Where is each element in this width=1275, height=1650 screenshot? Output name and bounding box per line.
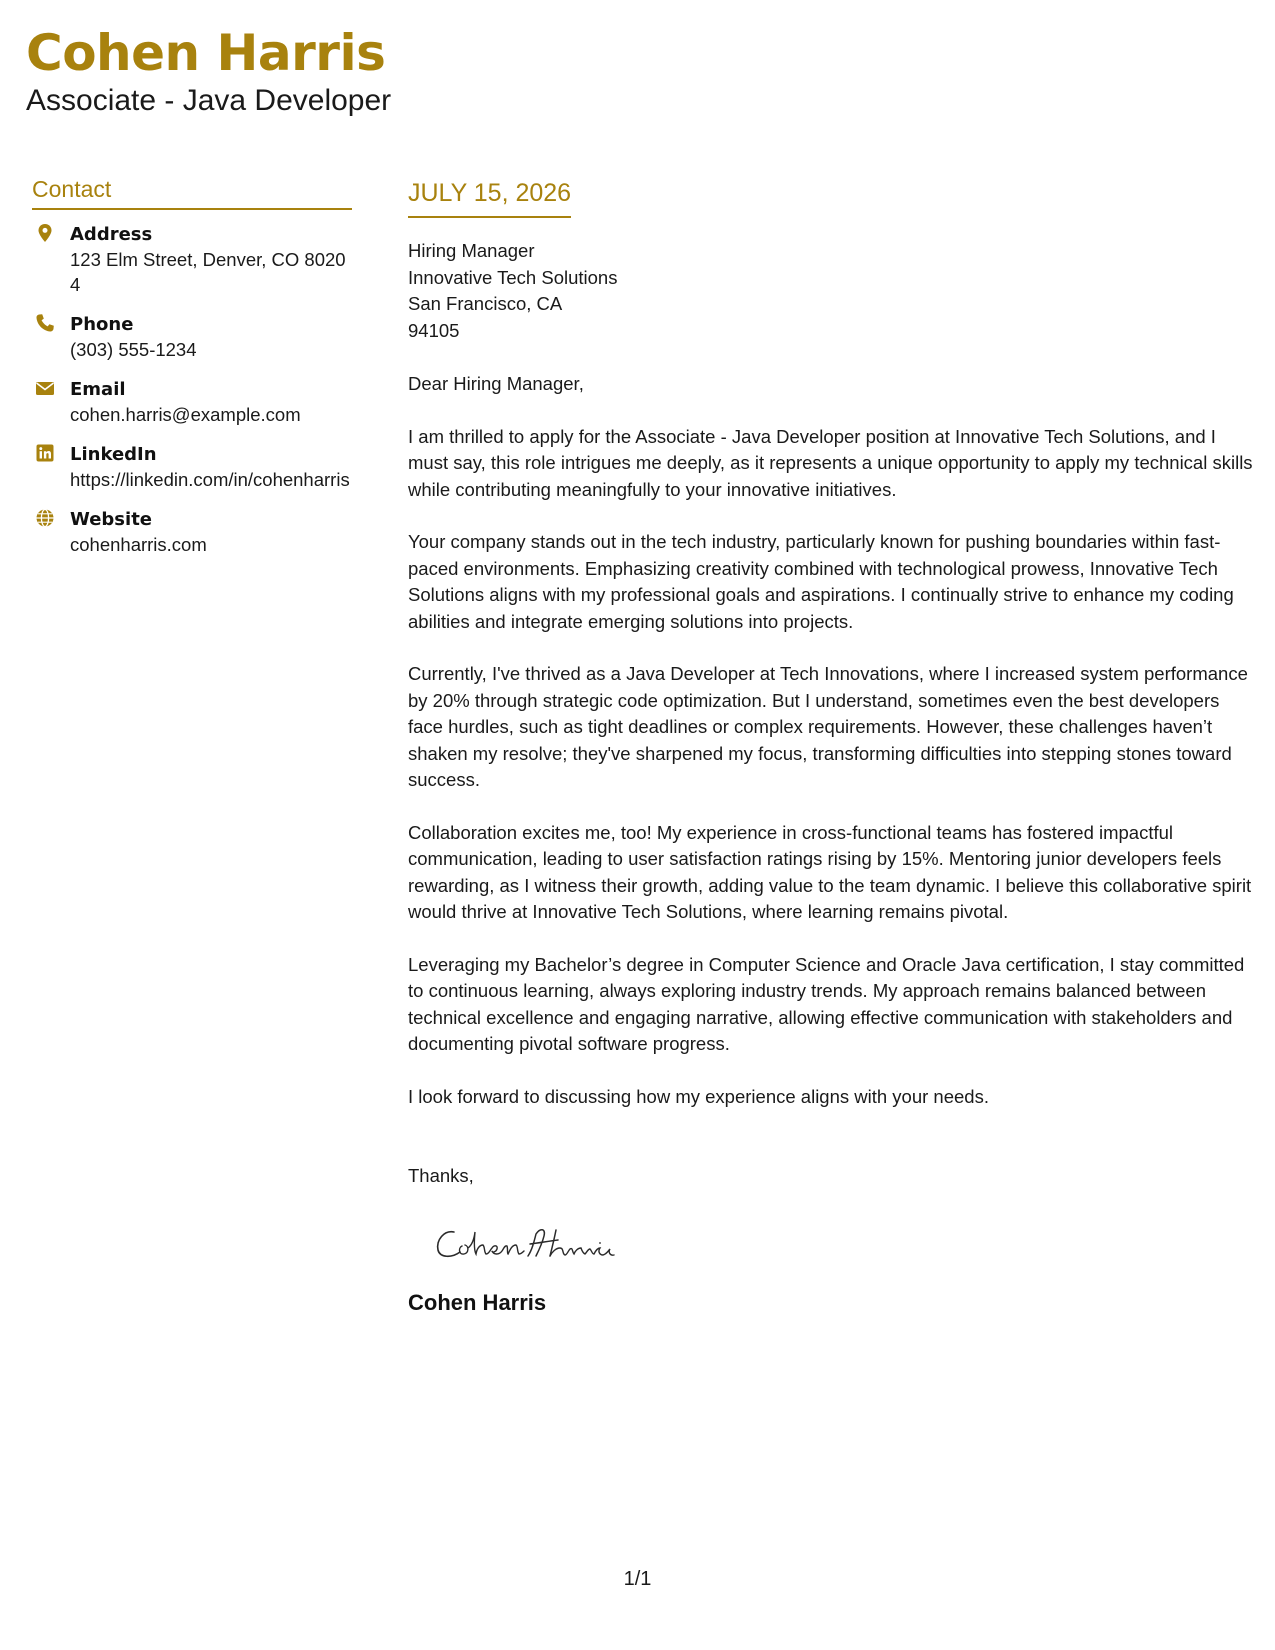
resume-header (26, 22, 391, 120)
paragraph-closing: I look forward to discussing how my experience aligns with your needs. (408, 1085, 989, 1107)
signer-name: Cohen Harris (408, 1289, 547, 1315)
contact-item-address (32, 222, 352, 297)
signature-image (432, 1214, 652, 1274)
address-label: Address (70, 224, 153, 245)
recipient-block (408, 238, 1253, 344)
address-value: 123 Elm Street, Denver, CO 80204 (70, 249, 346, 295)
letter-body (408, 178, 1253, 1318)
website-label: Website (70, 509, 153, 530)
applicant-title: Associate - Java Developer (26, 84, 392, 117)
contact-section-title: Contact (32, 174, 352, 210)
closing: Thanks, (408, 1165, 474, 1186)
contact-sidebar (32, 174, 352, 572)
linkedin-value[interactable]: https://linkedin.com/in/cohenharris (70, 469, 350, 490)
phone-label: Phone (70, 314, 134, 335)
linkedin-icon (35, 443, 55, 463)
website-value[interactable]: cohenharris.com (70, 534, 207, 555)
phone-value[interactable]: (303) 555-1234 (70, 339, 197, 360)
applicant-name: Cohen Harris (26, 24, 386, 82)
paragraph-education: Leveraging my Bachelor’s degree in Computer Science and Oracle Java certification, I stay committed to continuous learning, always exploring industry trends. My approach remains balanced between technical excellence and engaging narrative, allowing effective communication with stakeholders and documenting pivotal software progress. (408, 953, 1245, 1054)
page-number: 1/1 (623, 1568, 652, 1590)
linkedin-label: LinkedIn (70, 444, 157, 465)
salutation: Dear Hiring Manager, (408, 373, 584, 394)
paragraph-intro: I am thrilled to apply for the Associate - Java Developer position at Innovative Tech Solutions, and I must say, this role intrigues me deeply, as it represents a unique opportunity to apply my technical skills while contributing meaningfully to your innovative initiatives. (408, 425, 1253, 500)
letter-date: JULY 15, 2026 (408, 178, 571, 218)
paragraph-company: Your company stands out in the tech industry, particularly known for pushing boundaries within fast-paced environments. Emphasizing creativity combined with technological prowess, Innovative Tech Solutions aligns with my professional goals and aspirations. I continually strive to enhance my coding abilities and integrate emerging solutions into projects. (408, 531, 1234, 632)
contact-item-linkedin (32, 442, 352, 492)
envelope-icon (35, 378, 55, 398)
location-pin-icon (35, 223, 55, 243)
globe-icon (35, 508, 55, 528)
contact-list (32, 222, 352, 557)
recipient-city: San Francisco, CA (408, 293, 563, 314)
recipient-name: Hiring Manager (408, 240, 535, 261)
email-value[interactable]: cohen.harris@example.com (70, 404, 301, 425)
email-label: Email (70, 379, 126, 400)
contact-item-phone (32, 312, 352, 362)
phone-icon (35, 313, 55, 333)
recipient-company: Innovative Tech Solutions (408, 266, 618, 288)
recipient-zip: 94105 (408, 319, 460, 341)
contact-item-website (32, 507, 352, 557)
paragraph-collaboration: Collaboration excites me, too! My experience in cross-functional teams has fostered impactful communication, leading to user satisfaction ratings rising by 15%. Mentoring junior developers feels rewarding, as I witness their growth, adding value to the team dynamic. I believe this collaborative spirit would thrive at Innovative Tech Solutions, where learning remains pivotal. (408, 821, 1252, 922)
contact-item-email (32, 377, 352, 427)
paragraph-experience: Currently, I've thrived as a Java Developer at Tech Innovations, where I increased system performance by 20% through strategic code optimization. But I understand, sometimes even the best developers face hurdles, such as tight deadlines or complex requirements. However, these challenges haven’t shaken my resolve; they've sharpened my focus, transforming difficulties into stepping stones toward success. (408, 663, 1248, 790)
